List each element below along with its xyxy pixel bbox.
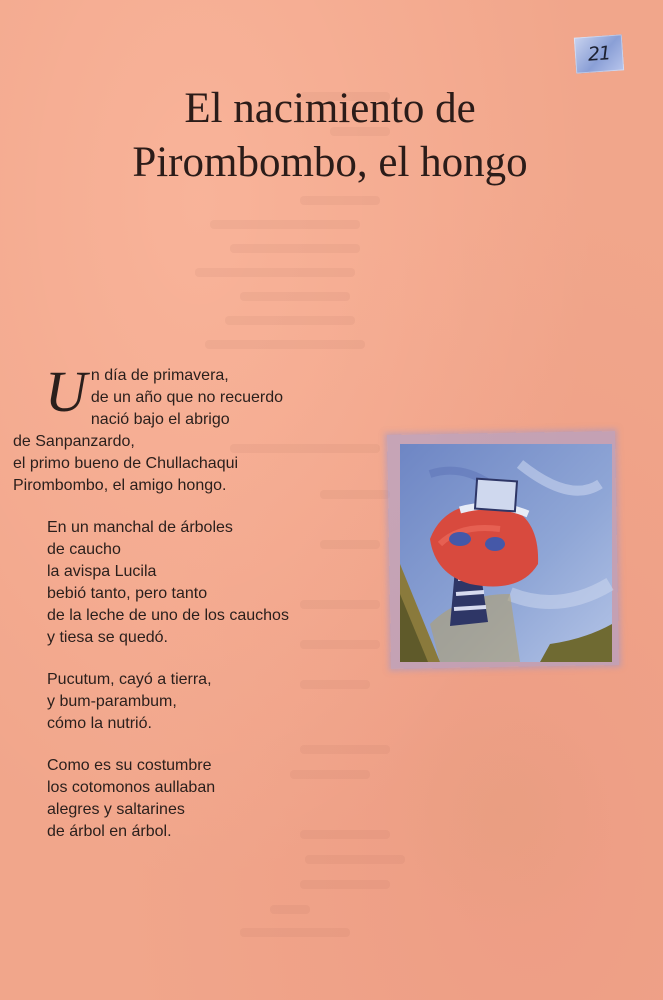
page-number: 21 xyxy=(587,42,611,66)
poem-line: n día de primavera, xyxy=(90,367,229,384)
page-title xyxy=(60,82,600,190)
page-number-tag xyxy=(574,34,624,73)
faded-background-drawing xyxy=(380,690,620,930)
poem-line: y bum-parambum, xyxy=(47,693,177,710)
stanza-2 xyxy=(47,517,377,649)
poem-line: de un año que no recuerdo xyxy=(90,389,284,406)
poem-line: cómo la nutrió. xyxy=(47,715,152,732)
poem-line: Como es su costumbre xyxy=(47,757,212,774)
title-line-1: El nacimiento de xyxy=(184,85,476,132)
poem-line: Pucutum, cayó a tierra, xyxy=(47,671,212,688)
title-line-2: Pirombombo, el hongo xyxy=(132,139,528,186)
stanza-1 xyxy=(13,359,377,497)
poem-line: Pirombombo, el amigo hongo. xyxy=(13,477,227,494)
poem-line: de caucho xyxy=(47,541,121,558)
stanza-4 xyxy=(47,755,377,843)
poem-line: bebió tanto, pero tanto xyxy=(47,585,208,602)
poem-body xyxy=(13,359,377,863)
poem-line: y tiesa se quedó. xyxy=(47,629,168,646)
mushroom-illustration xyxy=(400,444,612,662)
poem-line: nació bajo el abrigo xyxy=(90,411,230,428)
poem-line: alegres y saltarines xyxy=(47,801,185,818)
poem-line: el primo bueno de Chullachaqui xyxy=(13,455,239,472)
stanza-3 xyxy=(47,669,377,735)
poem-line: de la leche de uno de los cauchos xyxy=(47,607,289,624)
poem-line: En un manchal de árboles xyxy=(47,519,233,536)
poem-line: de árbol en árbol. xyxy=(47,823,172,840)
poem-line: de Sanpanzardo, xyxy=(13,433,135,450)
drop-cap: U xyxy=(45,359,87,424)
poem-line: la avispa Lucila xyxy=(47,563,157,580)
poem-line: los cotomonos aullaban xyxy=(47,779,216,796)
